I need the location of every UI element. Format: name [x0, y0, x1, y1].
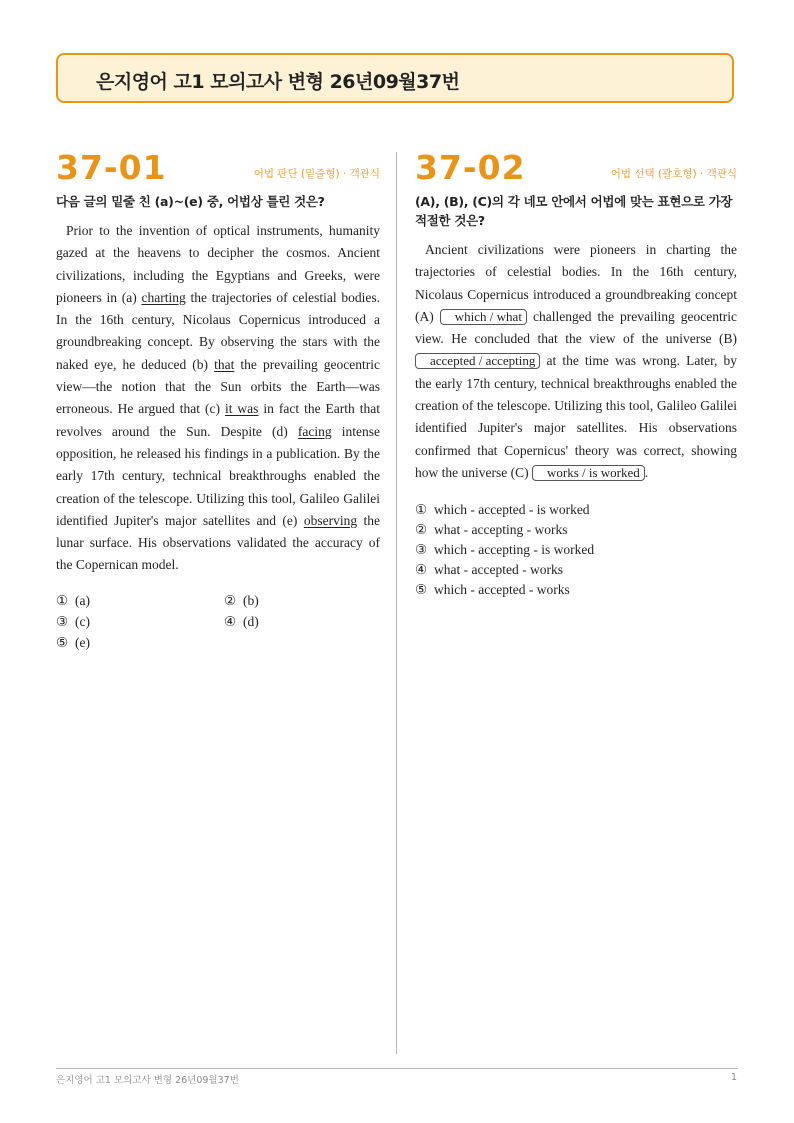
question-type: 어법 선택 (괄호형) · 객관식 [610, 168, 737, 180]
choice-1[interactable]: ① (a) [56, 592, 90, 608]
choice-2[interactable]: ② (b) [224, 592, 259, 608]
question-number: 37-01 [56, 148, 167, 187]
question-37-02 [415, 150, 737, 600]
passage: Prior to the invention of optical instruments, humanity gazed at the heavens to decipher the cosmos. Ancient civilizations, including the Egyptians and Greeks, were pioneers in (a) charting the trajectories of celestial bodies. In the 16th century, Nicolaus Copernicus introduced a groundbreaking concept. By observing the stars with the naked eye, he deduced (b) that the prevailing geocentric view—the notion that the Sun orbits the Earth—was erroneous. He argued that (c) it was in fact the Earth that revolves around the Sun. Despite (d) facing intense opposition, he released his findings in a publication. By the early 17th century, technical breakthroughs enabled the creation of the telescope. Utilizing this tool, Galileo Galilei identified Jupiter's major satellites and (e) observing the lunar surface. His observations validated the accuracy of the Copernican model. [56, 223, 381, 573]
choice-box-b: accepted / accepting [415, 353, 540, 369]
choice-4[interactable]: ④ what - accepted - works [415, 562, 563, 578]
underline-d: facing [297, 423, 332, 439]
question-header [56, 150, 380, 186]
footer-title: 은지영어 고1 모의고사 변형 26년09월37번 [56, 1075, 239, 1086]
choice-4[interactable]: ④ (d) [224, 613, 259, 629]
underline-a: charting [141, 289, 186, 305]
question-37-01 [56, 150, 380, 652]
column-divider [396, 152, 397, 1054]
answer-choices [56, 591, 380, 652]
page-number: 1 [730, 1072, 737, 1083]
choice-3[interactable]: ③ (c) [56, 613, 90, 629]
underline-e: observing [303, 512, 358, 528]
choice-1[interactable]: ① which - accepted - is worked [415, 502, 590, 518]
page-title: 은지영어 고1 모의고사 변형 26년09월37번 [96, 71, 460, 93]
choice-box-a: which / what [440, 309, 527, 325]
underline-c: it was [224, 401, 259, 417]
passage: Ancient civilizations were pioneers in charting the trajectories of celestial bodies. In the 16th century, Nicolaus Copernicus introduced a groundbreaking concept (A) which / what challenged the prevailing geocentric view. He concluded that the view of the universe (B) accepted / accepting at the time was wrong. Later, by the early 17th century, technical breakthroughs enabled the creation of the telescope. Utilizing this tool, Galileo Galilei identified Jupiter's major satellites. His observations confirmed that Copernicus' theory was correct, showing how the universe (C) works / is worked . [415, 242, 737, 480]
choice-5[interactable]: ⑤ (e) [56, 634, 90, 650]
question-stem: (A), (B), (C)의 각 네모 안에서 어법에 맞는 표현으로 가장 적절한 것은? [415, 194, 733, 228]
choice-5[interactable]: ⑤ which - accepted - works [415, 582, 570, 598]
underline-b: that [214, 356, 235, 372]
footer-divider [56, 1068, 738, 1069]
question-stem: 다음 글의 밑줄 친 (a)~(e) 중, 어법상 틀린 것은? [56, 194, 325, 209]
answer-choices [415, 500, 737, 600]
title-banner [56, 53, 734, 103]
choice-3[interactable]: ③ which - accepting - is worked [415, 542, 595, 558]
choice-box-c: works / is worked [532, 465, 645, 481]
question-header [415, 150, 737, 186]
choice-2[interactable]: ② what - accepting - works [415, 522, 568, 538]
question-type: 어법 판단 (밑줄형) · 객관식 [253, 168, 380, 180]
question-number: 37-02 [415, 148, 526, 187]
